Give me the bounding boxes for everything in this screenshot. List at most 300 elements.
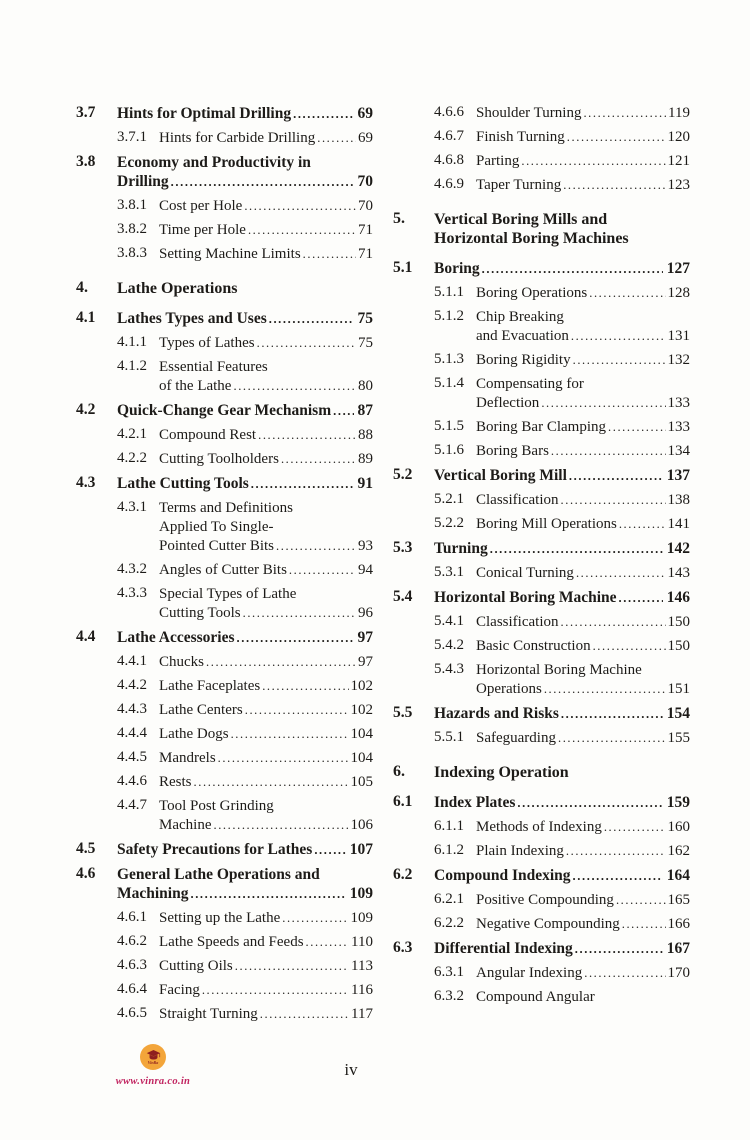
toc-entry (117, 334, 373, 353)
entry-title: Straight Turning (159, 1006, 258, 1022)
dot-leader (584, 964, 665, 983)
dot-leader (281, 450, 356, 469)
toc-entry (434, 351, 690, 370)
entry-title: Vertical Boring Mills and (434, 211, 608, 228)
dot-leader (567, 128, 666, 147)
entry-title: Special Types of Lathe (159, 586, 297, 602)
entry-number: 4.3.1 (117, 499, 147, 515)
entry-number: 5.4 (393, 588, 413, 605)
toc-entry (117, 426, 373, 445)
toc-entry (117, 197, 373, 216)
toc-entry (434, 128, 690, 147)
entry-title: Safeguarding (476, 730, 556, 746)
entry-title: Lathe Accessories (117, 629, 235, 646)
dot-leader (293, 105, 353, 124)
entry-number: 5.1.3 (434, 351, 464, 367)
toc-entry (76, 401, 373, 421)
entry-page-number: 167 (666, 940, 690, 957)
entry-page-number: 107 (349, 841, 373, 858)
entry-title: Conical Turning (476, 565, 574, 581)
dot-leader (303, 245, 356, 264)
entry-page-number: 165 (667, 892, 690, 908)
entry-title: Plain Indexing (476, 843, 564, 859)
dot-leader (257, 334, 356, 353)
entry-title: Angular Indexing (476, 965, 583, 981)
toc-entry (117, 653, 373, 672)
entry-page-number: 104 (350, 750, 373, 766)
entry-page-number: 137 (666, 467, 690, 484)
toc-entry (117, 585, 373, 623)
entry-page-number: 162 (667, 843, 690, 859)
entry-title: Negative Compounding (476, 916, 620, 932)
entry-page-number: 131 (667, 328, 690, 344)
entry-title: Deflection (476, 395, 540, 411)
entry-number: 4.1 (76, 309, 96, 326)
dot-leader (482, 260, 663, 279)
dot-leader (235, 957, 349, 976)
entry-page-number: 105 (350, 774, 373, 790)
entry-page-number: 102 (350, 678, 373, 694)
toc-entry (434, 176, 690, 195)
entry-title: General Lathe Operations and (117, 866, 320, 883)
entry-number: 4.4.7 (117, 797, 147, 813)
entry-page-number: 150 (667, 638, 690, 654)
page-footer (0, 1040, 750, 1110)
entry-page-number: 106 (350, 817, 373, 833)
entry-title: Indexing Operation (434, 764, 569, 781)
entry-page-number: 170 (667, 965, 690, 981)
dot-leader (206, 653, 356, 672)
entry-title: Horizontal Boring Machine (434, 589, 617, 606)
entry-number: 3.7 (76, 104, 96, 121)
entry-page-number: 116 (351, 982, 373, 998)
toc-entry (434, 729, 690, 748)
entry-page-number: 71 (358, 246, 373, 262)
entry-number: 5.2.2 (434, 515, 464, 531)
entry-title: and Evacuation (476, 328, 569, 344)
entry-title: Compensating for (476, 376, 584, 392)
dot-leader (544, 680, 666, 699)
dot-leader (490, 540, 663, 559)
dot-leader (276, 537, 356, 556)
entry-page-number: 132 (667, 352, 690, 368)
entry-title: Types of Lathes (159, 335, 255, 351)
toc-entry (434, 442, 690, 461)
entry-page-number: 138 (667, 492, 690, 508)
entry-title: Chucks (159, 654, 204, 670)
entry-title: Operations (476, 681, 542, 697)
entry-page-number: 102 (350, 702, 373, 718)
entry-title: of the Lathe (159, 378, 232, 394)
entry-number: 4.4 (76, 628, 96, 645)
dot-leader (551, 442, 666, 461)
entry-number: 4.4.2 (117, 677, 147, 693)
entry-number: 4.3 (76, 474, 96, 491)
entry-number: 3.8.1 (117, 197, 147, 213)
entry-page-number: 110 (351, 934, 373, 950)
entry-number: 4.6.1 (117, 909, 147, 925)
entry-page-number: 166 (667, 916, 690, 932)
dot-leader (575, 940, 663, 959)
entry-number: 4.6 (76, 865, 96, 882)
entry-title: Setting up the Lathe (159, 910, 281, 926)
toc-entry (434, 613, 690, 632)
entry-page-number: 75 (358, 335, 373, 351)
dot-leader (243, 604, 356, 623)
dot-leader (282, 909, 348, 928)
entry-page-number: 164 (666, 867, 690, 884)
entry-title: Economy and Productivity in (117, 154, 311, 171)
toc-entry (76, 309, 373, 329)
toc-entry (393, 939, 690, 959)
toc-entry (393, 588, 690, 608)
toc-entry (393, 466, 690, 486)
dot-leader (262, 677, 348, 696)
entry-page-number: 87 (357, 402, 373, 419)
toc-entry (434, 661, 690, 699)
toc-entry (117, 749, 373, 768)
entry-page-number: 91 (357, 475, 373, 492)
entry-page-number: 109 (350, 910, 373, 926)
toc-entry (117, 725, 373, 744)
toc-entry (117, 797, 373, 835)
entry-number: 4.6.9 (434, 176, 464, 192)
dot-leader (608, 418, 666, 437)
toc-chapter-heading (393, 210, 690, 248)
entry-title: Horizontal Boring Machine (476, 662, 642, 678)
toc-entry (434, 104, 690, 123)
dot-leader (619, 589, 663, 608)
entry-title: Compound Indexing (434, 867, 571, 884)
entry-page-number: 123 (667, 177, 690, 193)
entry-page-number: 117 (351, 1006, 373, 1022)
entry-title: Classification (476, 492, 559, 508)
entry-title: Angles of Cutter Bits (159, 562, 287, 578)
toc-entry (434, 891, 690, 910)
entry-title: Applied To Single- (159, 519, 274, 535)
toc-entry (434, 964, 690, 983)
toc-entry (434, 375, 690, 413)
toc-entry (393, 793, 690, 813)
entry-page-number: 69 (358, 130, 373, 146)
entry-title: Horizontal Boring Machines (434, 230, 629, 247)
entry-page-number: 89 (358, 451, 373, 467)
entry-page-number: 71 (358, 222, 373, 238)
toc-entry (117, 221, 373, 240)
dot-leader (233, 377, 356, 396)
toc-entry (76, 865, 373, 904)
toc-entry (117, 450, 373, 469)
entry-page-number: 142 (666, 540, 690, 557)
entry-number: 6.1 (393, 793, 413, 810)
entry-title: Hazards and Risks (434, 705, 559, 722)
entry-number: 4.4.5 (117, 749, 147, 765)
entry-title: Boring (434, 260, 480, 277)
dot-leader (218, 749, 349, 768)
dot-leader (317, 129, 356, 148)
entry-number: 4.1.2 (117, 358, 147, 374)
toc-entry (117, 981, 373, 1000)
dot-leader (251, 475, 354, 494)
entry-number: 4.1.1 (117, 334, 147, 350)
entry-page-number: 127 (666, 260, 690, 277)
entry-number: 6.1.2 (434, 842, 464, 858)
toc-entry (76, 153, 373, 192)
dot-leader (589, 284, 665, 303)
entry-page-number: 151 (667, 681, 690, 697)
entry-number: 3.8.2 (117, 221, 147, 237)
entry-page-number: 134 (667, 443, 690, 459)
entry-title: Boring Bar Clamping (476, 419, 606, 435)
graduation-cap-icon (146, 1050, 161, 1061)
entry-number: 4.2.1 (117, 426, 147, 442)
dot-leader (558, 729, 666, 748)
entry-page-number: 69 (357, 105, 373, 122)
toc-chapter-heading (76, 279, 373, 298)
entry-title: Hints for Optimal Drilling (117, 105, 292, 122)
entry-page-number: 146 (666, 589, 690, 606)
entry-number: 6.2 (393, 866, 413, 883)
entry-number: 6.3 (393, 939, 413, 956)
entry-page-number: 104 (350, 726, 373, 742)
entry-title: Cutting Tools (159, 605, 241, 621)
dot-leader (171, 173, 354, 192)
entry-number: 4.2.2 (117, 450, 147, 466)
entry-title: Cutting Toolholders (159, 451, 279, 467)
entry-number: 5. (393, 210, 405, 227)
entry-title: Compound Rest (159, 427, 257, 443)
entry-page-number: 155 (667, 730, 690, 746)
toc-column-right (393, 104, 690, 1029)
dot-leader (306, 933, 350, 952)
entry-page-number: 94 (358, 562, 373, 578)
logo-wordmark: VinRa (147, 1059, 159, 1065)
toc-chapter-heading (393, 763, 690, 782)
logo-circle (140, 1044, 166, 1070)
toc-entry (393, 259, 690, 279)
entry-number: 4.6.8 (434, 152, 464, 168)
entry-title: Cutting Oils (159, 958, 233, 974)
entry-title: Taper Turning (476, 177, 562, 193)
entry-page-number: 143 (667, 565, 690, 581)
toc-entry (434, 515, 690, 534)
dot-leader (202, 981, 349, 1000)
entry-title: Quick-Change Gear Mechanism (117, 402, 332, 419)
entry-number: 4.6.4 (117, 981, 147, 997)
toc-entry (393, 866, 690, 886)
entry-number: 3.8.3 (117, 245, 147, 261)
toc-entry (76, 840, 373, 860)
dot-leader (213, 816, 348, 835)
entry-page-number: 97 (358, 654, 373, 670)
entry-number: 5.1.4 (434, 375, 464, 391)
entry-number: 4.4.4 (117, 725, 147, 741)
entry-page-number: 88 (358, 427, 373, 443)
toc-entry (434, 842, 690, 861)
entry-title: Turning (434, 540, 488, 557)
toc-entry (434, 418, 690, 437)
toc-column-left (76, 104, 373, 1029)
entry-number: 5.1.1 (434, 284, 464, 300)
entry-number: 4.6.2 (117, 933, 147, 949)
folio-page-number: iv (344, 1060, 358, 1079)
entry-title: Lathe Operations (117, 280, 238, 297)
toc-entry (117, 957, 373, 976)
entry-title: Terms and Definitions (159, 500, 293, 516)
entry-title: Chip Breaking (476, 309, 564, 325)
entry-number: 4.6.6 (434, 104, 464, 120)
toc-entry (117, 561, 373, 580)
entry-title: Boring Bars (476, 443, 549, 459)
entry-title: Parting (476, 153, 520, 169)
dot-leader (569, 467, 663, 486)
toc-entry (117, 1005, 373, 1024)
entry-number: 4.4.3 (117, 701, 147, 717)
toc-entry (434, 152, 690, 171)
dot-leader (244, 197, 356, 216)
publisher-logo (114, 1044, 192, 1087)
entry-title: Basic Construction (476, 638, 591, 654)
dot-leader (231, 725, 349, 744)
entry-number: 5.1.2 (434, 308, 464, 324)
dot-leader (190, 885, 345, 904)
entry-number: 4. (76, 279, 88, 296)
toc-entry (117, 909, 373, 928)
toc-entry (117, 129, 373, 148)
toc-columns (76, 104, 690, 1029)
dot-leader (245, 701, 349, 720)
toc-entry (76, 104, 373, 124)
toc-entry (434, 284, 690, 303)
entry-title: Setting Machine Limits (159, 246, 301, 262)
entry-number: 4.4.6 (117, 773, 147, 789)
entry-page-number: 97 (357, 629, 373, 646)
dot-leader (622, 915, 666, 934)
entry-title: Boring Mill Operations (476, 516, 617, 532)
dot-leader (573, 867, 663, 886)
toc-entry (434, 988, 690, 1007)
dot-leader (616, 891, 666, 910)
toc-entry (117, 358, 373, 396)
entry-title: Cost per Hole (159, 198, 243, 214)
entry-number: 3.8 (76, 153, 96, 170)
entry-number: 3.7.1 (117, 129, 147, 145)
dot-leader (571, 327, 666, 346)
dot-leader (563, 176, 665, 195)
entry-number: 4.2 (76, 401, 96, 418)
dot-leader (237, 629, 354, 648)
entry-page-number: 80 (358, 378, 373, 394)
entry-page-number: 150 (667, 614, 690, 630)
entry-title: Lathe Cutting Tools (117, 475, 249, 492)
entry-page-number: 70 (358, 198, 373, 214)
entry-title: Boring Rigidity (476, 352, 571, 368)
entry-page-number: 159 (666, 794, 690, 811)
entry-page-number: 96 (358, 605, 373, 621)
entry-number: 5.3 (393, 539, 413, 556)
entry-number: 6.3.2 (434, 988, 464, 1004)
entry-number: 5.5 (393, 704, 413, 721)
entry-number: 4.5 (76, 840, 96, 857)
entry-title: Lathes Types and Uses (117, 310, 267, 327)
toc-entry (393, 704, 690, 724)
entry-page-number: 121 (667, 153, 690, 169)
dot-leader (604, 818, 666, 837)
dot-leader (566, 842, 666, 861)
entry-page-number: 141 (667, 516, 690, 532)
entry-page-number: 154 (666, 705, 690, 722)
toc-entry (117, 933, 373, 952)
entry-number: 4.6.5 (117, 1005, 147, 1021)
toc-entry (393, 539, 690, 559)
dot-leader (561, 491, 666, 510)
entry-title: Index Plates (434, 794, 516, 811)
entry-number: 5.2 (393, 466, 413, 483)
entry-title: Machine (159, 817, 212, 833)
logo-url-text: www.vinra.co.in (115, 1076, 191, 1087)
toc-entry (117, 245, 373, 264)
dot-leader (583, 104, 666, 123)
toc-entry (434, 637, 690, 656)
entry-title: Methods of Indexing (476, 819, 602, 835)
entry-number: 5.2.1 (434, 491, 464, 507)
dot-leader (194, 773, 349, 792)
dot-leader (573, 351, 666, 370)
entry-title: Vertical Boring Mill (434, 467, 567, 484)
entry-title: Positive Compounding (476, 892, 614, 908)
entry-number: 5.4.3 (434, 661, 464, 677)
dot-leader (333, 402, 353, 421)
toc-entry (434, 915, 690, 934)
entry-number: 5.5.1 (434, 729, 464, 745)
entry-title: Lathe Speeds and Feeds (159, 934, 304, 950)
entry-title: Differential Indexing (434, 940, 573, 957)
entry-number: 6.2.1 (434, 891, 464, 907)
entry-number: 6.2.2 (434, 915, 464, 931)
entry-title: Shoulder Turning (476, 105, 582, 121)
entry-number: 4.4.1 (117, 653, 147, 669)
entry-number: 5.4.2 (434, 637, 464, 653)
entry-number: 4.6.7 (434, 128, 464, 144)
toc-entry (76, 628, 373, 648)
toc-entry (117, 499, 373, 556)
entry-title: Tool Post Grinding (159, 798, 274, 814)
entry-title: Mandrels (159, 750, 216, 766)
entry-title: Hints for Carbide Drilling (159, 130, 316, 146)
entry-number: 4.3.3 (117, 585, 147, 601)
dot-leader (289, 561, 356, 580)
dot-leader (561, 705, 663, 724)
entry-page-number: 120 (667, 129, 690, 145)
entry-number: 5.1 (393, 259, 413, 276)
entry-page-number: 109 (349, 885, 373, 902)
entry-title: Rests (159, 774, 192, 790)
entry-page-number: 128 (667, 285, 690, 301)
entry-title: Essential Features (159, 359, 268, 375)
entry-title: Safety Precautions for Lathes (117, 841, 313, 858)
dot-leader (521, 152, 665, 171)
entry-page-number: 113 (351, 958, 373, 974)
toc-entry (434, 308, 690, 346)
toc-entry (434, 491, 690, 510)
entry-title: Lathe Faceplates (159, 678, 261, 694)
entry-number: 5.3.1 (434, 564, 464, 580)
entry-page-number: 75 (357, 310, 373, 327)
entry-title: Pointed Cutter Bits (159, 538, 275, 554)
dot-leader (517, 794, 662, 813)
toc-entry (434, 564, 690, 583)
entry-title: Compound Angular (476, 989, 595, 1005)
